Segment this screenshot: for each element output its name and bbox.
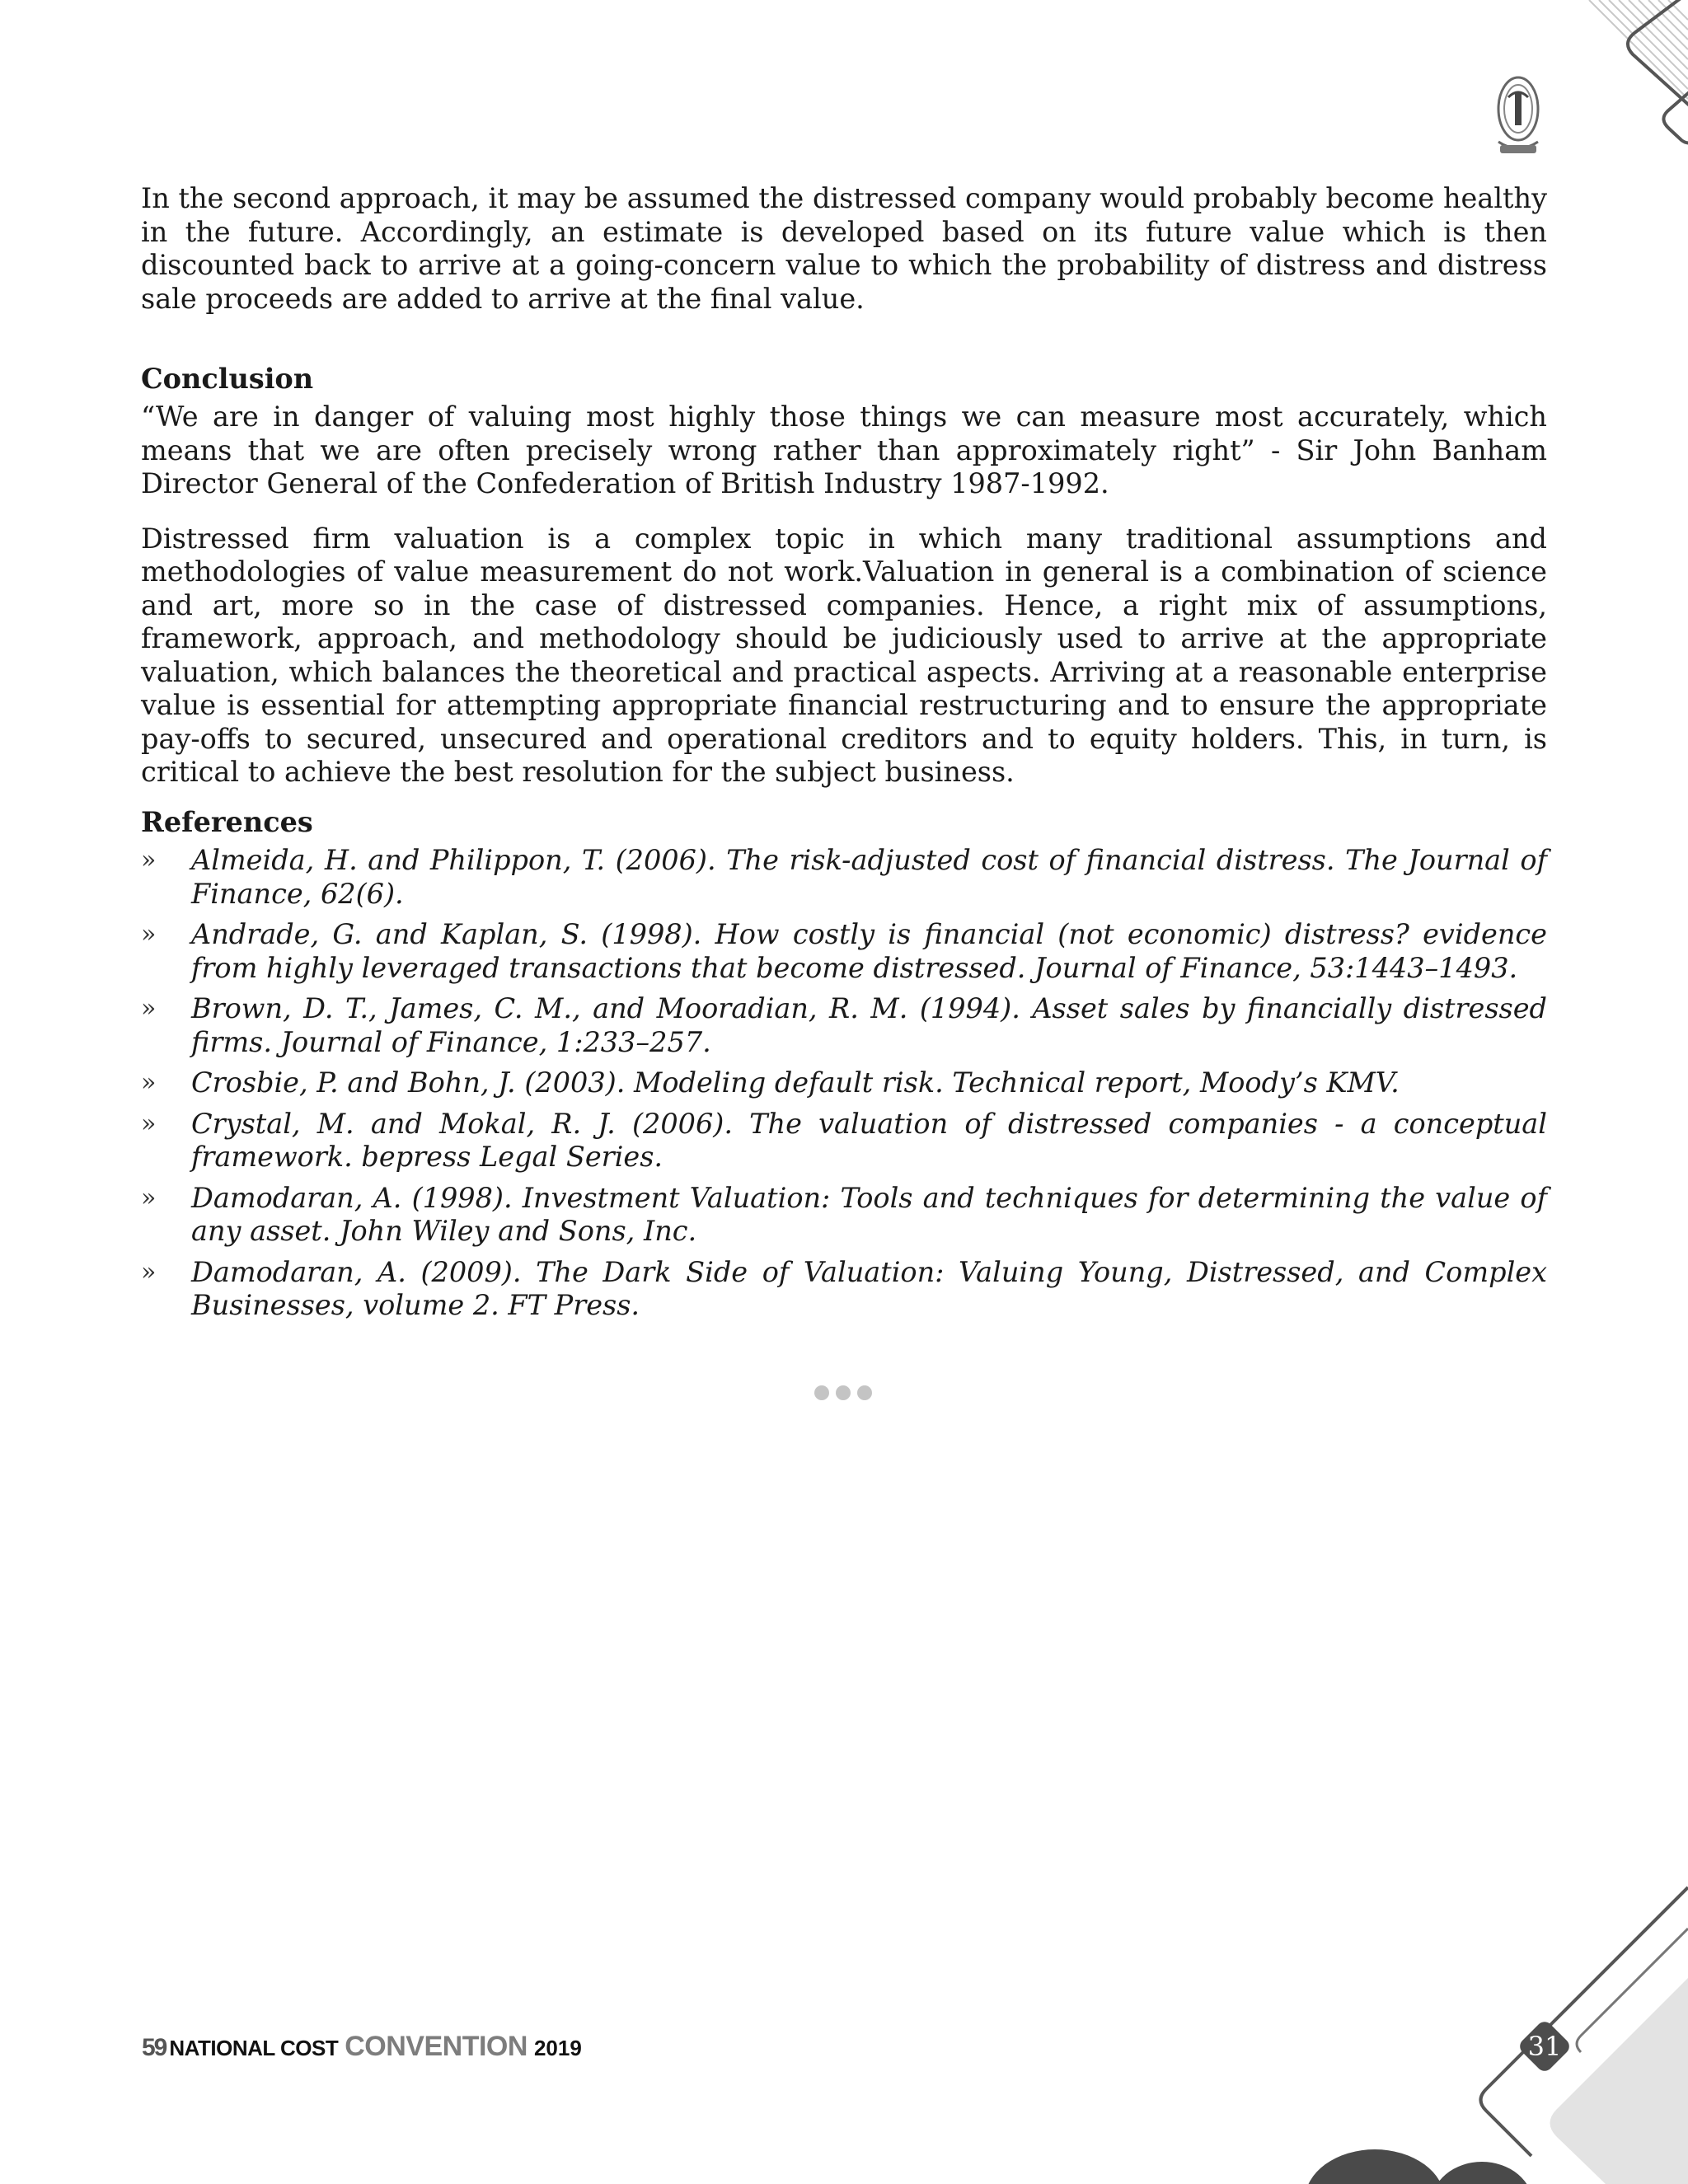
references-section xyxy=(141,806,1547,1330)
conclusion-paragraph: Distressed firm valuation is a complex topic in which many traditional assumptions and methodologies of value measurement do not work.Valuation in general is a combination of science and art, more so in the case of distressed companies. Hence, a right mix of assumptions, framework, approach, and methodology should be judiciously used to arrive at the appropriate valuation, which balances the theoretical and practical aspects. Arriving at a reasonable enterprise value is essential for attempting appropriate financial restructuring and to ensure the appropriate pay-offs to secured, unsecured and operational creditors and to equity holders. This, in turn, is critical to achieve the best resolution for the subject business. xyxy=(141,522,1547,788)
reference-item xyxy=(141,1256,1547,1323)
footer-year: 2019 xyxy=(533,2036,582,2060)
reference-text: Almeida, H. and Philippon, T. (2006). The risk-adjusted cost of financial distress. The Journal of Finance, 62(6). xyxy=(191,844,1547,910)
reference-text: Crosbie, P. and Bohn, J. (2003). Modeling default risk. Technical report, Moody’s KMV. xyxy=(191,1066,1400,1099)
bullet-icon: » xyxy=(141,1108,157,1138)
bullet-icon: » xyxy=(141,846,157,874)
footer-national-cost: NATIONAL COST xyxy=(169,2036,339,2060)
page-number: 31 xyxy=(1527,2031,1562,2062)
reference-item xyxy=(141,918,1547,985)
bullet-icon: » xyxy=(141,920,157,949)
edition-number: 59 xyxy=(142,2034,166,2061)
quote-paragraph: “We are in danger of valuing most highly those things we can measure most accurately, which means that we are often precisely wrong rather than approximately right” - Sir John Banham Director General of the Confederation of British Industry 1987-1992. xyxy=(141,401,1547,499)
end-of-article-dots-icon xyxy=(814,1385,879,1404)
reference-item xyxy=(141,1182,1547,1249)
bullet-icon: » xyxy=(141,1257,157,1286)
reference-item xyxy=(141,992,1547,1059)
bottom-corner-decoration xyxy=(1259,1838,1688,2184)
reference-text: Damodaran, A. (2009). The Dark Side of Valuation: Valuing Young, Distressed, and Complex Businesses, volume 2. FT Press. xyxy=(191,1255,1547,1321)
footer-convention: CONVENTION xyxy=(345,2031,528,2062)
references-heading: References xyxy=(141,806,313,838)
reference-text: Crystal, M. and Mokal, R. J. (2006). The valuation of distressed companies - a conceptual framework. bepress Legal Series. xyxy=(191,1107,1547,1173)
reference-item xyxy=(141,844,1547,911)
intro-paragraph: In the second approach, it may be assumed the distressed company would probably become healthy in the future. Accordingly, an estimate is developed based on its future value which is then discounted back to arrive at a going-concern value to which the probability of distress and distress sale proceeds are added to arrive at the final value. xyxy=(141,182,1547,315)
conclusion-heading: Conclusion xyxy=(141,363,314,395)
reference-item xyxy=(141,1066,1547,1100)
bullet-icon: » xyxy=(141,994,157,1023)
convention-footer-logo xyxy=(142,2031,582,2064)
conclusion-section xyxy=(141,363,1547,790)
bullet-icon: » xyxy=(141,1068,157,1097)
reference-item xyxy=(141,1108,1547,1174)
intro-section xyxy=(141,182,1547,316)
reference-text: Andrade, G. and Kaplan, S. (1998). How costly is financial (not economic) distress? evidence from highly leveraged transactions that become distressed. Journal of Finance, 53:1443–1493. xyxy=(191,918,1547,984)
reference-text: Damodaran, A. (1998). Investment Valuation: Tools and techniques for determining the value of any asset. John Wiley and Sons, Inc. xyxy=(191,1181,1547,1247)
reference-text: Brown, D. T., James, C. M., and Mooradian, R. M. (1994). Asset sales by financially distressed firms. Journal of Finance, 1:233–257. xyxy=(191,992,1547,1058)
institute-emblem-logo xyxy=(1492,73,1545,158)
bullet-icon: » xyxy=(141,1183,157,1212)
references-list xyxy=(141,844,1547,1323)
